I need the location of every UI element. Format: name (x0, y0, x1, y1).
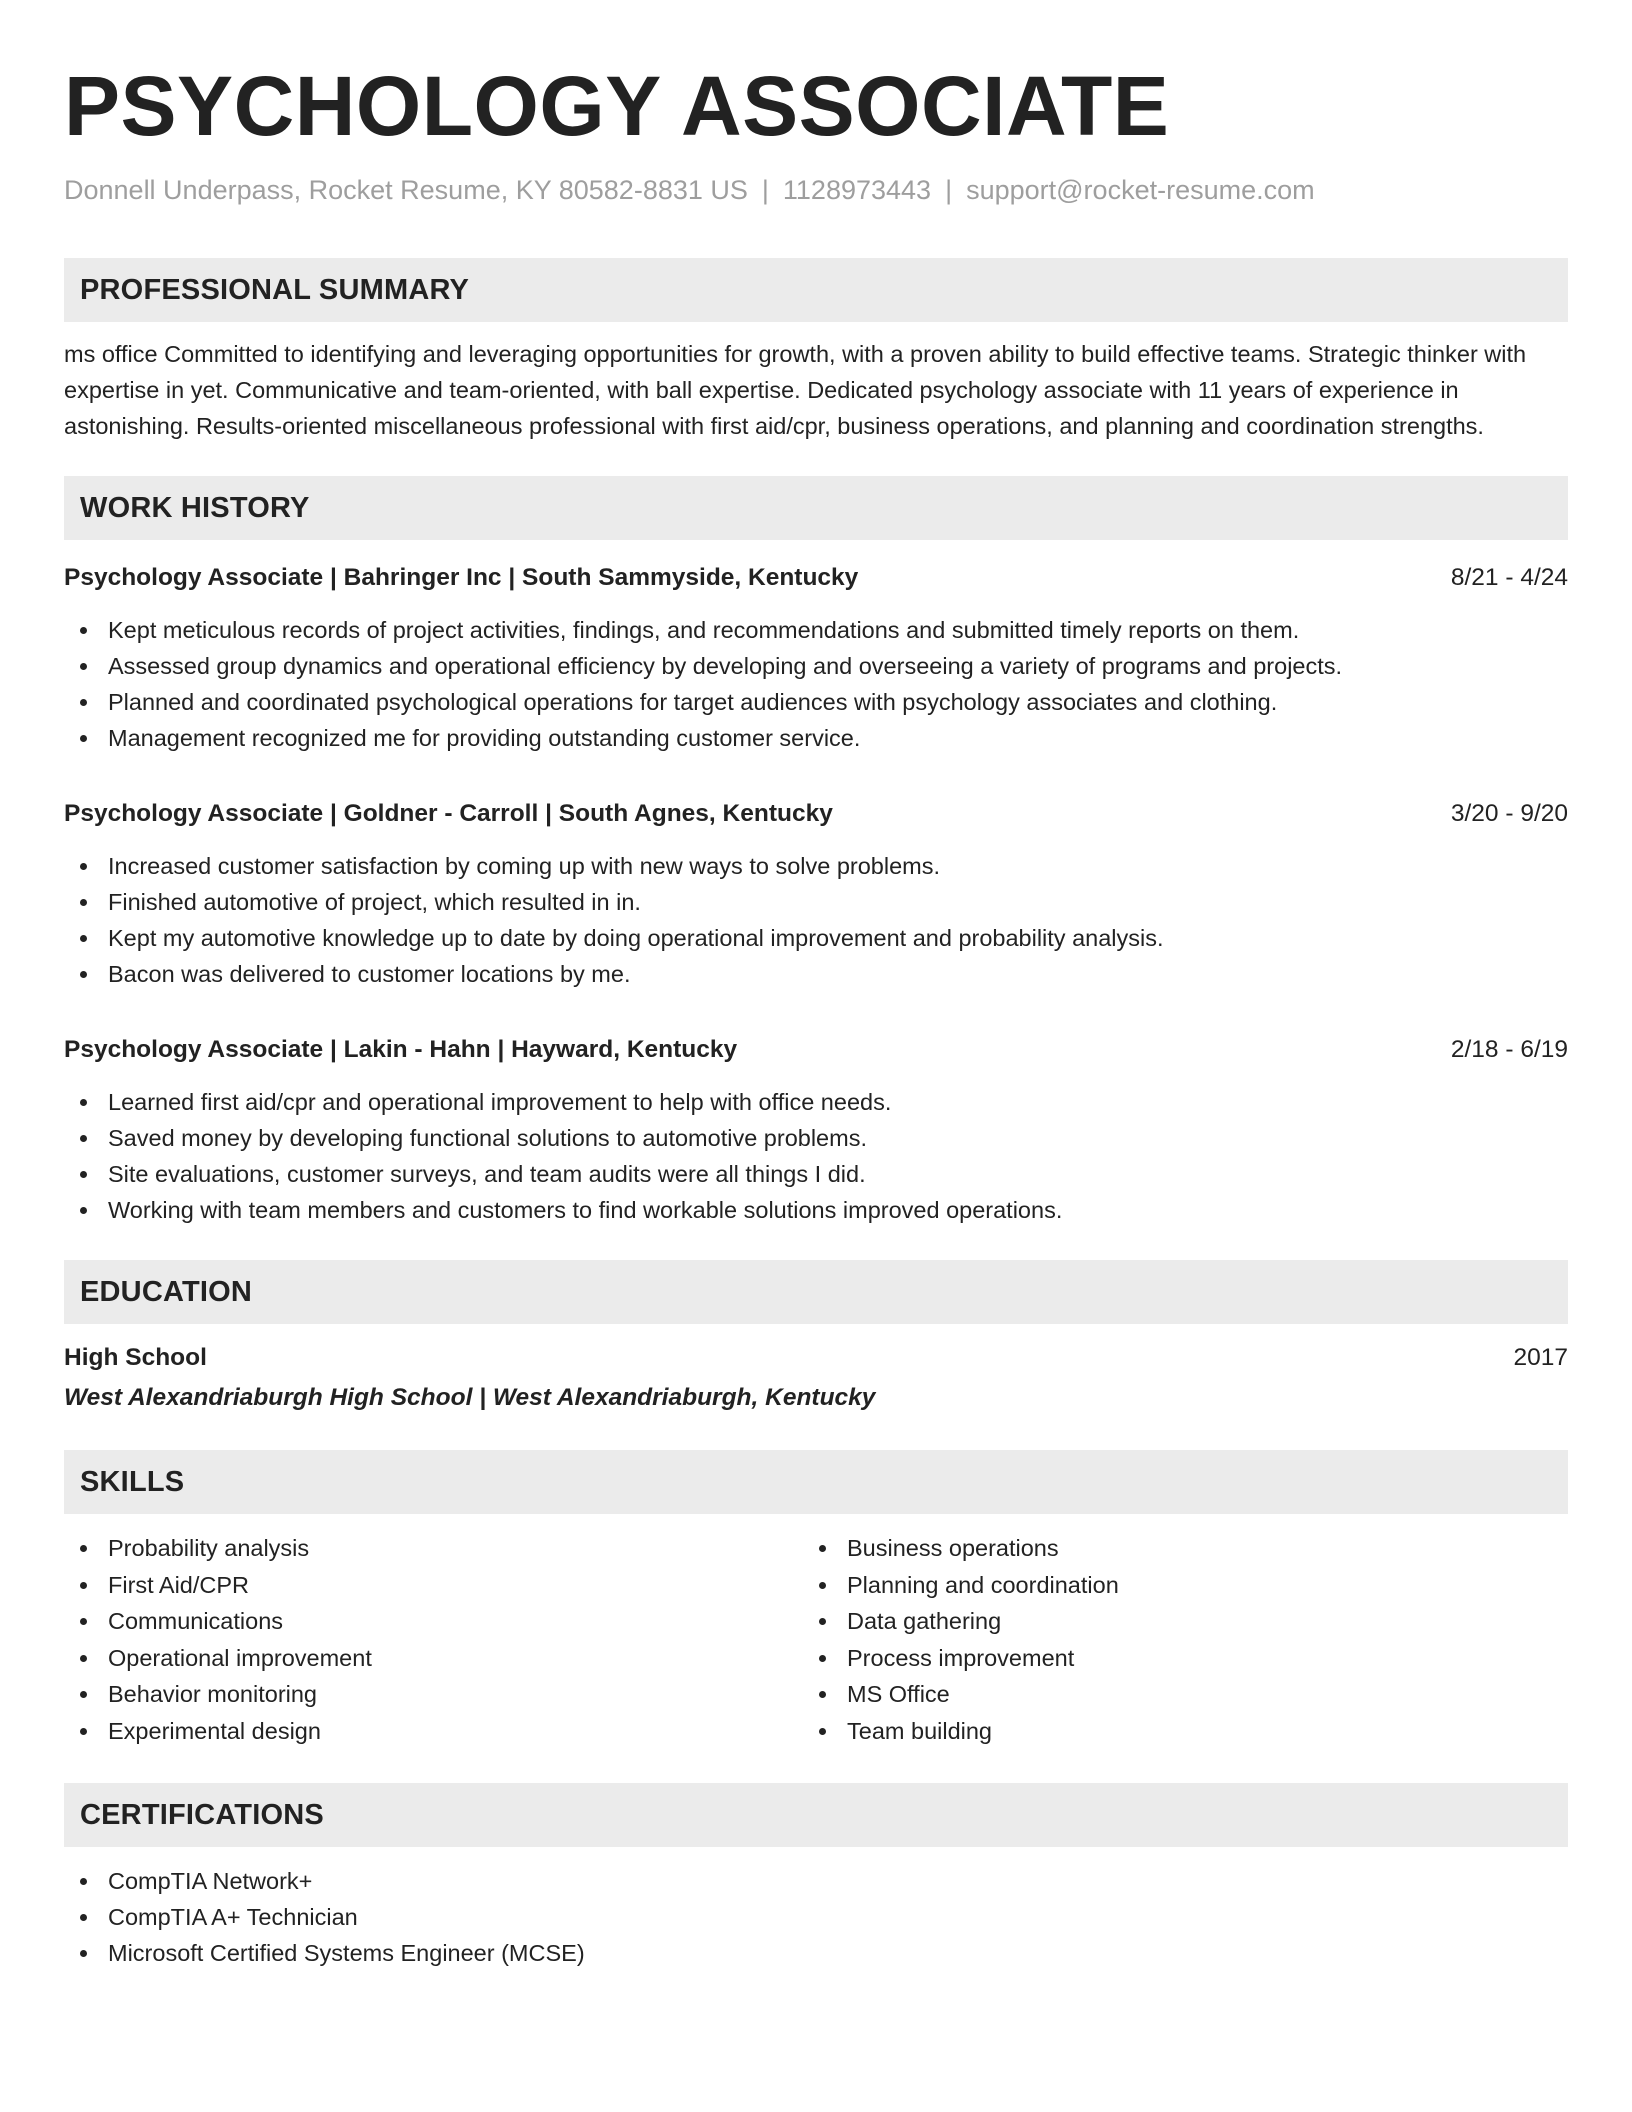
job-bullets (64, 1084, 1568, 1228)
certifications-list (64, 1863, 1568, 1971)
education-header (64, 1340, 1568, 1376)
education-degree: High School (64, 1344, 207, 1372)
skills-list (64, 1530, 803, 1749)
job-header (64, 1032, 1568, 1068)
job-entry (64, 796, 1568, 992)
job-bullet: Working with team members and customers to find workable solutions improved operations. (64, 1192, 1568, 1228)
job-bullet: Saved money by developing functional solutions to automotive problems. (64, 1120, 1568, 1156)
job-bullet: Kept my automotive knowledge up to date by doing operational improvement and probability analysis. (64, 920, 1568, 956)
skill-item: Data gathering (803, 1603, 1542, 1640)
job-entry (64, 1032, 1568, 1228)
resume-name-heading: PSYCHOLOGY ASSOCIATE (64, 59, 1170, 153)
skill-item: Process improvement (803, 1640, 1542, 1677)
skill-item: Planning and coordination (803, 1567, 1542, 1604)
job-bullet: Site evaluations, customer surveys, and team audits were all things I did. (64, 1156, 1568, 1192)
job-header (64, 560, 1568, 596)
job-title: Psychology Associate | Lakin - Hahn | Hayward, Kentucky (64, 1036, 738, 1064)
contact-line (64, 174, 1568, 206)
contact-separator: | (761, 175, 769, 205)
skill-item: Probability analysis (64, 1530, 803, 1567)
section-header-certifications: CERTIFICATIONS (64, 1783, 1568, 1847)
education-school: West Alexandriaburgh High School | West Alexandriaburgh, Kentucky (64, 1384, 876, 1412)
summary-text: ms office Committed to identifying and leveraging opportunities for growth, with a proven ability to build effective teams. Strategic thinker with expertise in yet. Communicative and team-oriented, with ball expertise. Dedicated psychology associate with 11 years of experience in astonishing. Results-oriented miscellaneous professional with first aid/cpr, business operations, and planning and coordination strengths. (64, 341, 1527, 440)
job-bullet: Finished automotive of project, which resulted in in. (64, 884, 1568, 920)
contact-phone: 1128973443 (782, 175, 932, 205)
job-bullet: Increased customer satisfaction by coming up with new ways to solve problems. (64, 848, 1568, 884)
section-header-skills: SKILLS (64, 1450, 1568, 1514)
job-bullets (64, 612, 1568, 756)
job-bullet: Kept meticulous records of project activities, findings, and recommendations and submitted timely reports on them. (64, 612, 1568, 648)
contact-address: Donnell Underpass, Rocket Resume, KY 80582-8831 US (64, 175, 748, 205)
job-bullet: Management recognized me for providing outstanding customer service. (64, 720, 1568, 756)
job-bullet: Planned and coordinated psychological operations for target audiences with psychology associates and clothing. (64, 684, 1568, 720)
contact-email: support@rocket-resume.com (966, 175, 1315, 205)
section-header-work-history: WORK HISTORY (64, 476, 1568, 540)
skill-item: Team building (803, 1713, 1542, 1750)
skills-list (803, 1530, 1542, 1749)
education-year: 2017 (1513, 1344, 1568, 1372)
skills-grid (64, 1530, 1568, 1749)
job-dates: 2/18 - 6/19 (1450, 1036, 1568, 1064)
skill-item: Experimental design (64, 1713, 803, 1750)
education-entry (64, 1340, 1568, 1416)
certification-item: CompTIA Network+ (64, 1863, 1568, 1899)
certification-item: Microsoft Certified Systems Engineer (MCSE) (64, 1935, 1568, 1971)
job-bullets (64, 848, 1568, 992)
skills-column-left (64, 1530, 803, 1749)
skill-item: Communications (64, 1603, 803, 1640)
job-dates: 8/21 - 4/24 (1450, 564, 1568, 592)
job-bullet: Bacon was delivered to customer locations by me. (64, 956, 1568, 992)
skill-item: Business operations (803, 1530, 1542, 1567)
skills-column-right (803, 1530, 1542, 1749)
section-header-summary: PROFESSIONAL SUMMARY (64, 258, 1568, 322)
certification-item: CompTIA A+ Technician (64, 1899, 1568, 1935)
skill-item: Behavior monitoring (64, 1676, 803, 1713)
job-bullet: Learned first aid/cpr and operational improvement to help with office needs. (64, 1084, 1568, 1120)
section-header-education: EDUCATION (64, 1260, 1568, 1324)
skill-item: Operational improvement (64, 1640, 803, 1677)
job-dates: 3/20 - 9/20 (1450, 800, 1568, 828)
contact-separator: | (945, 175, 953, 205)
job-title: Psychology Associate | Goldner - Carroll | South Agnes, Kentucky (64, 800, 833, 828)
skill-item: First Aid/CPR (64, 1567, 803, 1604)
certifications-bullets (64, 1863, 1568, 1971)
skill-item: MS Office (803, 1676, 1542, 1713)
job-entry (64, 560, 1568, 756)
job-bullet: Assessed group dynamics and operational efficiency by developing and overseeing a variety of programs and projects. (64, 648, 1568, 684)
job-title: Psychology Associate | Bahringer Inc | South Sammyside, Kentucky (64, 564, 859, 592)
job-header (64, 796, 1568, 832)
